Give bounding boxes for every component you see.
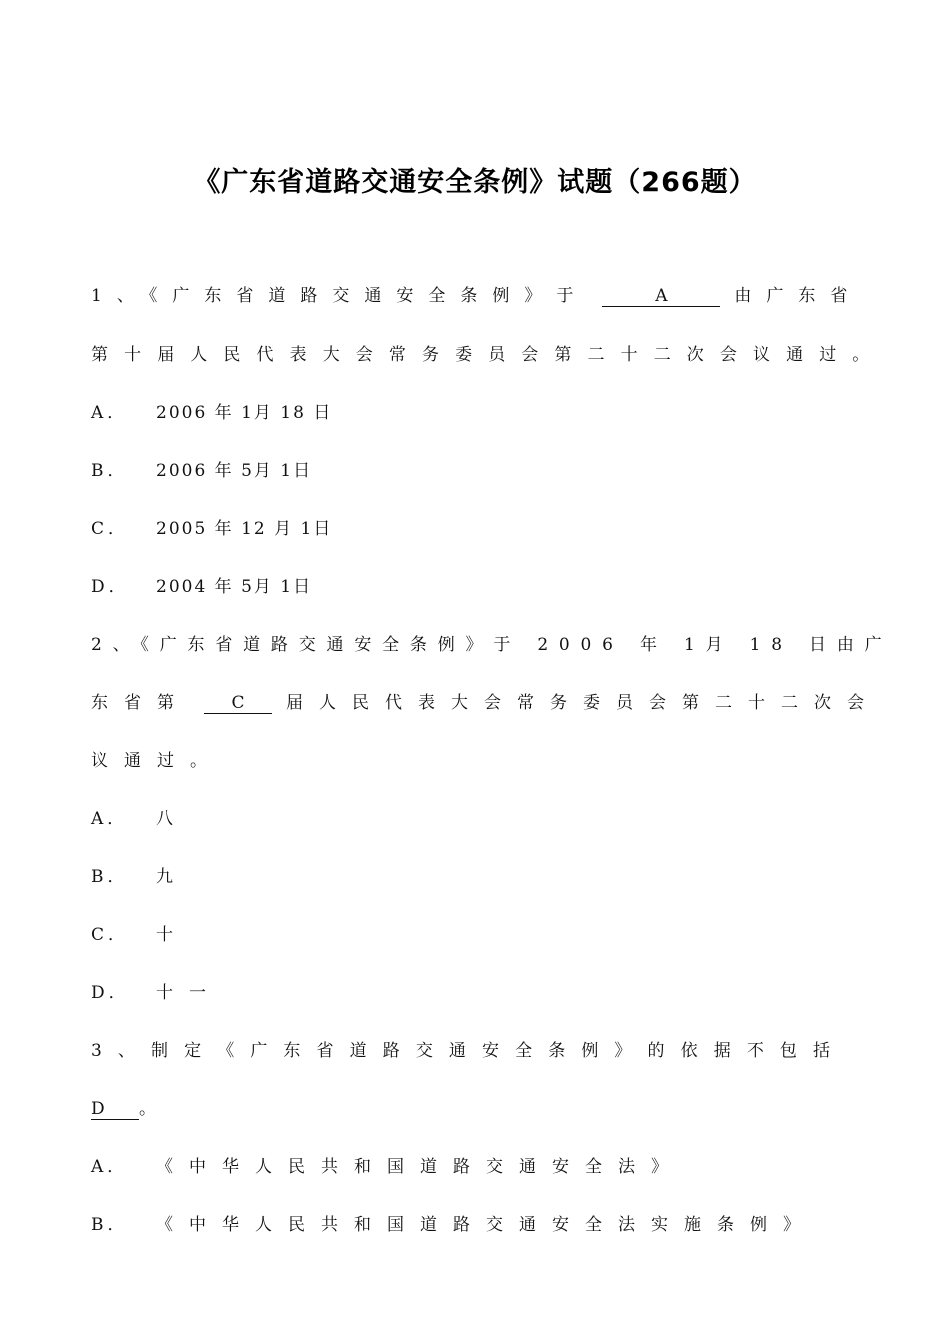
question-1-stem-suffix: 由广东省 bbox=[734, 286, 863, 306]
question-2-option-d: D． 十一 bbox=[91, 983, 222, 1003]
question-1-option-c: C． 2005 年 12 月 1日 bbox=[91, 519, 333, 539]
question-1-line-2: 第十届人民代表大会常务委员会第二十二次会议通过。 bbox=[91, 345, 886, 365]
question-3-stem-suffix: 。 bbox=[139, 1099, 165, 1119]
question-2-stem-prefix: 东省第 bbox=[91, 693, 190, 713]
question-2-option-a: A． 八 bbox=[91, 809, 189, 829]
question-1-option-a: A． 2006 年 1月 18 日 bbox=[91, 403, 333, 423]
question-1-line-1 bbox=[91, 284, 863, 308]
question-3-line-2 bbox=[91, 1097, 851, 1121]
question-2-option-b: B． 九 bbox=[91, 867, 189, 887]
question-1-answer-blank: A bbox=[602, 286, 720, 307]
question-2-line-3: 议通过。 bbox=[91, 751, 223, 771]
question-3-line-1: 3、制定《广东省道路交通安全条例》的依据不包括 bbox=[91, 1041, 847, 1061]
question-2-line-1: 2、《广东省道路交通安全条例》于 2006 年 1月 18 日由广 bbox=[91, 635, 893, 655]
question-2-line-2 bbox=[91, 691, 881, 715]
document-title: 《广东省道路交通安全条例》试题（266题） bbox=[193, 167, 757, 198]
question-1-stem-prefix: 1、《广东省道路交通安全条例》于 bbox=[91, 286, 589, 306]
question-2-stem-suffix: 届人民代表大会常务委员会第二十二次会 bbox=[286, 693, 881, 713]
question-1-option-b: B． 2006 年 5月 1日 bbox=[91, 461, 313, 481]
question-3-option-b: B． 《中华人民共和国道路交通安全法实施条例》 bbox=[91, 1215, 816, 1235]
question-3-answer-blank: D bbox=[91, 1099, 139, 1120]
question-1-option-d: D． 2004 年 5月 1日 bbox=[91, 577, 313, 597]
question-2-option-c: C． 十 bbox=[91, 925, 189, 945]
question-2-answer-blank: C bbox=[204, 693, 272, 714]
question-3-option-a: A． 《中华人民共和国道路交通安全法》 bbox=[91, 1157, 684, 1177]
